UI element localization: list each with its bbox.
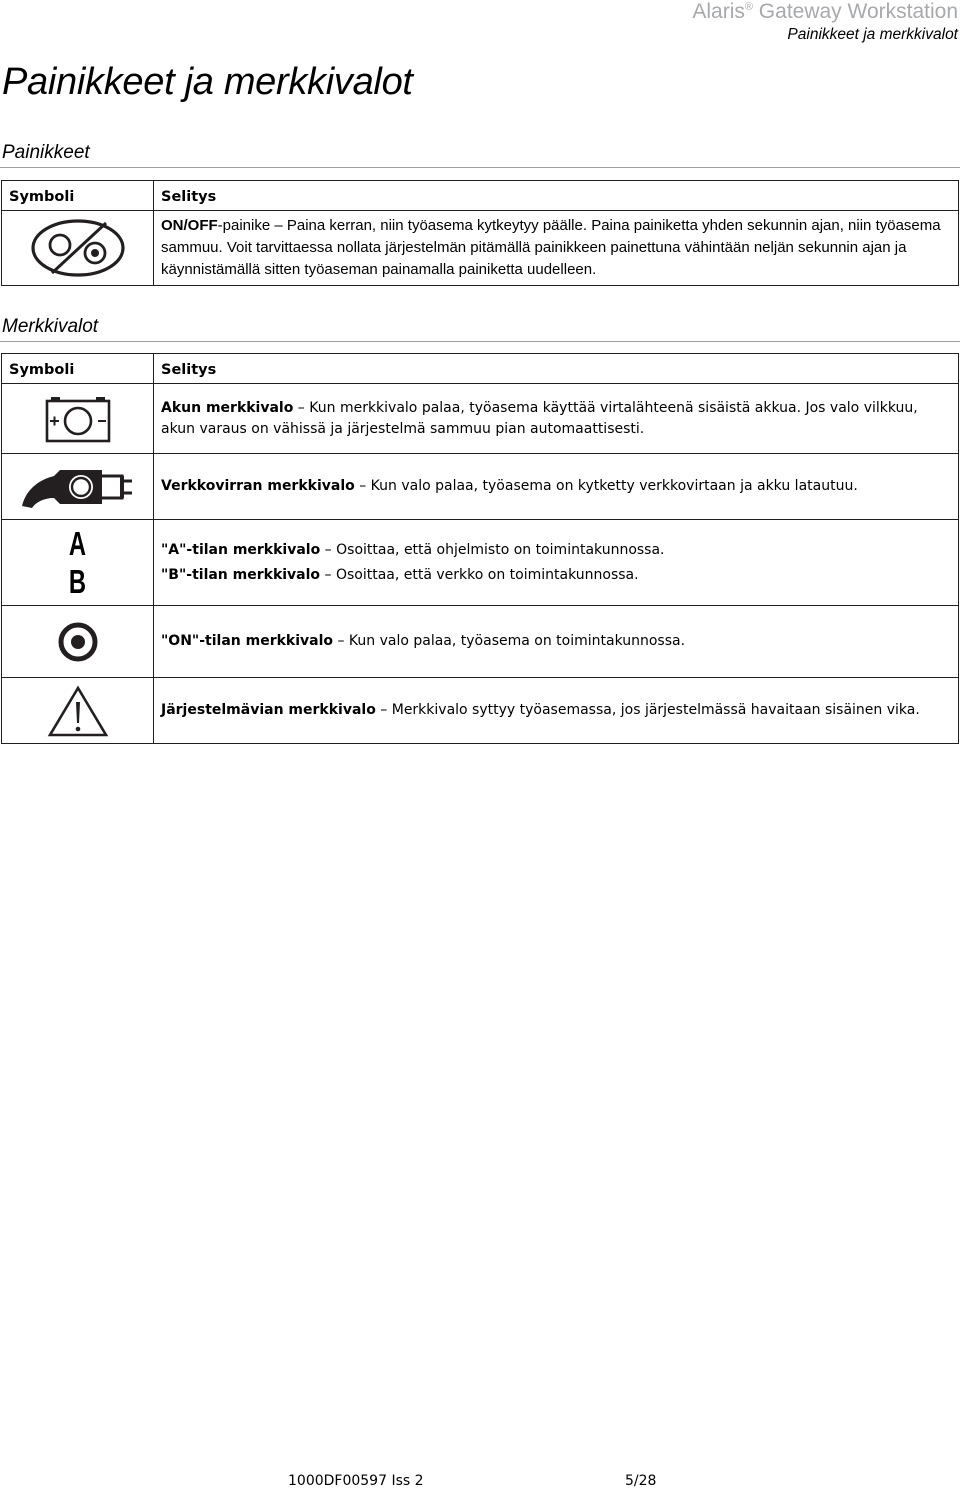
indicators-table: [1, 353, 959, 744]
ab-mode-icon: [2, 525, 153, 601]
description-cell: "ON"-tilan merkkivalo – Kun valo palaa, työasema on toimintakunnossa.: [154, 606, 959, 678]
mains-plug-icon: [16, 462, 140, 512]
symbol-cell: [2, 520, 154, 606]
row-text: Kun merkkivalo palaa, työasema käyttää virtalähteenä sisäistä akkua. Jos valo vilkkuu, akun varaus on vähissä ja järjestelmä sammuu pian automaattisesti.: [161, 399, 918, 437]
symbol-cell: [2, 211, 154, 286]
column-header-symbol: Symboli: [2, 181, 154, 211]
table-header-row: [2, 354, 959, 384]
column-header-symbol: Symboli: [2, 354, 154, 384]
row-title: Akun merkkivalo: [161, 399, 294, 416]
symbol-cell: [2, 678, 154, 744]
mode-b-line: "B"-tilan merkkivalo – Osoittaa, että verkko on toimintakunnossa.: [161, 566, 639, 583]
table-header-row: [2, 181, 959, 211]
page-title: Painikkeet ja merkkivalot: [2, 61, 413, 103]
row-title: Järjestelmävian merkkivalo: [161, 702, 376, 718]
description-cell: [154, 520, 959, 606]
buttons-table: [1, 180, 959, 286]
table-row: [2, 211, 959, 286]
row-text: Merkkivalo syttyy työasemassa, jos järjestelmässä havaitaan sisäinen vika.: [391, 702, 920, 718]
running-header-section: Painikkeet ja merkkivalot: [787, 26, 958, 43]
table-row: [2, 606, 959, 678]
on-indicator-icon: [56, 620, 100, 664]
table-row: [2, 454, 959, 520]
row-text: – Osoittaa, että verkko on toimintakunnossa.: [320, 566, 639, 583]
mode-a-line: "A"-tilan merkkivalo – Osoittaa, että ohjelmisto on toimintakunnossa.: [161, 541, 665, 558]
table-row: [2, 520, 959, 606]
row-title: ON: [168, 633, 192, 649]
row-text: -painike – Paina kerran, niin työasema kytkeytyy päälle. Paina painiketta yhden sekunnin ajan, niin työasema sammuu. Voit tarvittaessa nollata järjestelmän pitämällä painikkeen painettuna vähintään neljän sekunnin ajan ja käynnistämällä sitten työaseman painamalla painiketta uudelleen.: [161, 217, 941, 278]
battery-icon: [43, 394, 113, 444]
row-text: – Osoittaa, että ohjelmisto on toimintakunnossa.: [320, 541, 665, 558]
description-cell: [154, 211, 959, 286]
product-name: Alaris® Gateway Workstation: [692, 0, 958, 23]
symbol-cell: [2, 454, 154, 520]
footer-page-number: 5/28: [625, 1473, 657, 1489]
section-heading-indicators: Merkkivalot: [0, 316, 960, 342]
on-off-icon: [30, 218, 126, 278]
mode-a-letter: A: [68, 524, 87, 562]
footer-doc-id: 1000DF00597 Iss 2: [288, 1473, 424, 1489]
section-heading-buttons: Painikkeet: [0, 142, 960, 168]
description-cell: Akun merkkivalo – Kun merkkivalo palaa, työasema käyttää virtalähteenä sisäistä akkua. Jos valo vilkkuu, akun varaus on vähissä ja järjestelmä sammuu pian automaattisesti.: [154, 384, 959, 454]
column-header-description: Selitys: [154, 354, 959, 384]
row-text: Kun valo palaa, työasema on kytketty verkkovirtaan ja akku latautuu.: [370, 478, 858, 494]
symbol-cell: [2, 384, 154, 454]
symbol-cell: [2, 606, 154, 678]
row-title: Verkkovirran merkkivalo: [161, 478, 355, 494]
description-cell: Järjestelmävian merkkivalo – Merkkivalo syttyy työasemassa, jos järjestelmässä havaitaan sisäinen vika.: [154, 678, 959, 744]
row-title: A: [168, 541, 180, 558]
table-row: [2, 678, 959, 744]
row-title: B: [168, 566, 179, 583]
row-title: ON/OFF: [161, 217, 218, 234]
column-header-description: Selitys: [154, 181, 959, 211]
warning-triangle-icon: [46, 684, 110, 738]
row-text: – Kun valo palaa, työasema on toimintakunnossa.: [333, 633, 686, 649]
description-cell: Verkkovirran merkkivalo – Kun valo palaa, työasema on kytketty verkkovirtaan ja akku latautuu.: [154, 454, 959, 520]
mode-b-letter: B: [68, 562, 87, 600]
table-row: [2, 384, 959, 454]
